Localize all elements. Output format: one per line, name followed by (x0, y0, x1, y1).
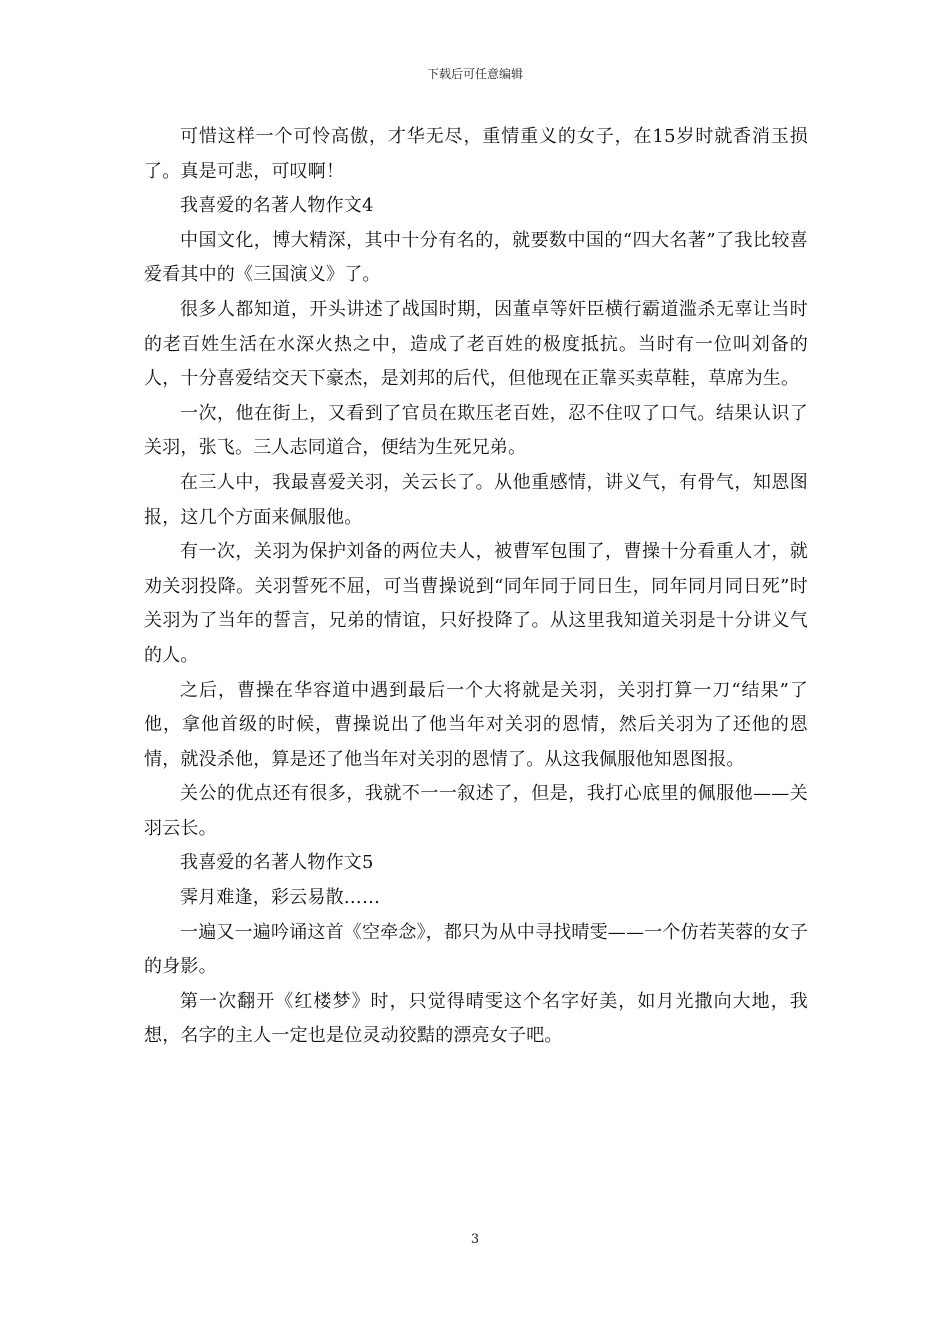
paragraph: 之后，曹操在华容道中遇到最后一个大将就是关羽，关羽打算一刀“结果”了他，拿他首级的时候，曹操说出了他当年对关羽的恩情，然后关羽为了还他的恩情，就没杀他，算是还了他当年对关羽的恩情了。从这我佩服他知恩图报。 (144, 679, 808, 770)
paragraph: 很多人都知道，开头讲述了战国时期，因董卓等奸臣横行霸道滥杀无辜让当时的老百姓生活在水深火热之中，造成了老百姓的极度抵抗。当时有一位叫刘备的人，十分喜爱结交天下豪杰，是刘邦的后代，但他现在正靠买卖草鞋，草席为生。 (144, 298, 808, 390)
page-header: 下载后可任意编辑 (426, 67, 523, 81)
document-body (144, 120, 808, 1054)
essay-title: 我喜爱的名著人物作文5 (180, 852, 374, 874)
paragraph: 一遍又一遍吟诵这首《空牵念》，都只为从中寻找晴雯——一个仿若芙蓉的女子的身影。 (144, 921, 808, 978)
paragraph: 中国文化，博大精深，其中十分有名的，就要数中国的“四大名著”了我比较喜爱看其中的《三国演义》了。 (144, 229, 808, 286)
paragraph: 有一次，关羽为保护刘备的两位夫人，被曹军包围了，曹操十分看重人才，就劝关羽投降。关羽誓死不屈，可当曹操说到“同年同于同日生，同年同月同日死”时关羽为了当年的誓言，兄弟的情谊，只好投降了。从这里我知道关羽是十分讲义气的人。 (144, 541, 808, 666)
page-number: 3 (470, 1232, 480, 1247)
paragraph: 霁月难逢，彩云易散…… (180, 887, 381, 909)
essay-title: 我喜爱的名著人物作文4 (180, 195, 374, 217)
paragraph: 在三人中，我最喜爱关羽，关云长了。从他重感情，讲义气，有骨气，知恩图报，这几个方面来佩服他。 (144, 471, 808, 528)
paragraph: 可惜这样一个可怜高傲，才华无尽，重情重义的女子，在15岁时就香消玉损了。真是可悲，可叹啊！ (144, 126, 808, 182)
paragraph: 第一次翻开《红楼梦》时，只觉得晴雯这个名字好美，如月光撒向大地，我想，名字的主人一定也是位灵动狡黠的漂亮女子吧。 (144, 990, 808, 1047)
paragraph: 关公的优点还有很多，我就不一一叙述了，但是，我打心底里的佩服他——关羽云长。 (144, 783, 808, 839)
paragraph: 一次，他在街上，又看到了官员在欺压老百姓，忍不住叹了口气。结果认识了关羽，张飞。三人志同道合，便结为生死兄弟。 (144, 402, 808, 459)
